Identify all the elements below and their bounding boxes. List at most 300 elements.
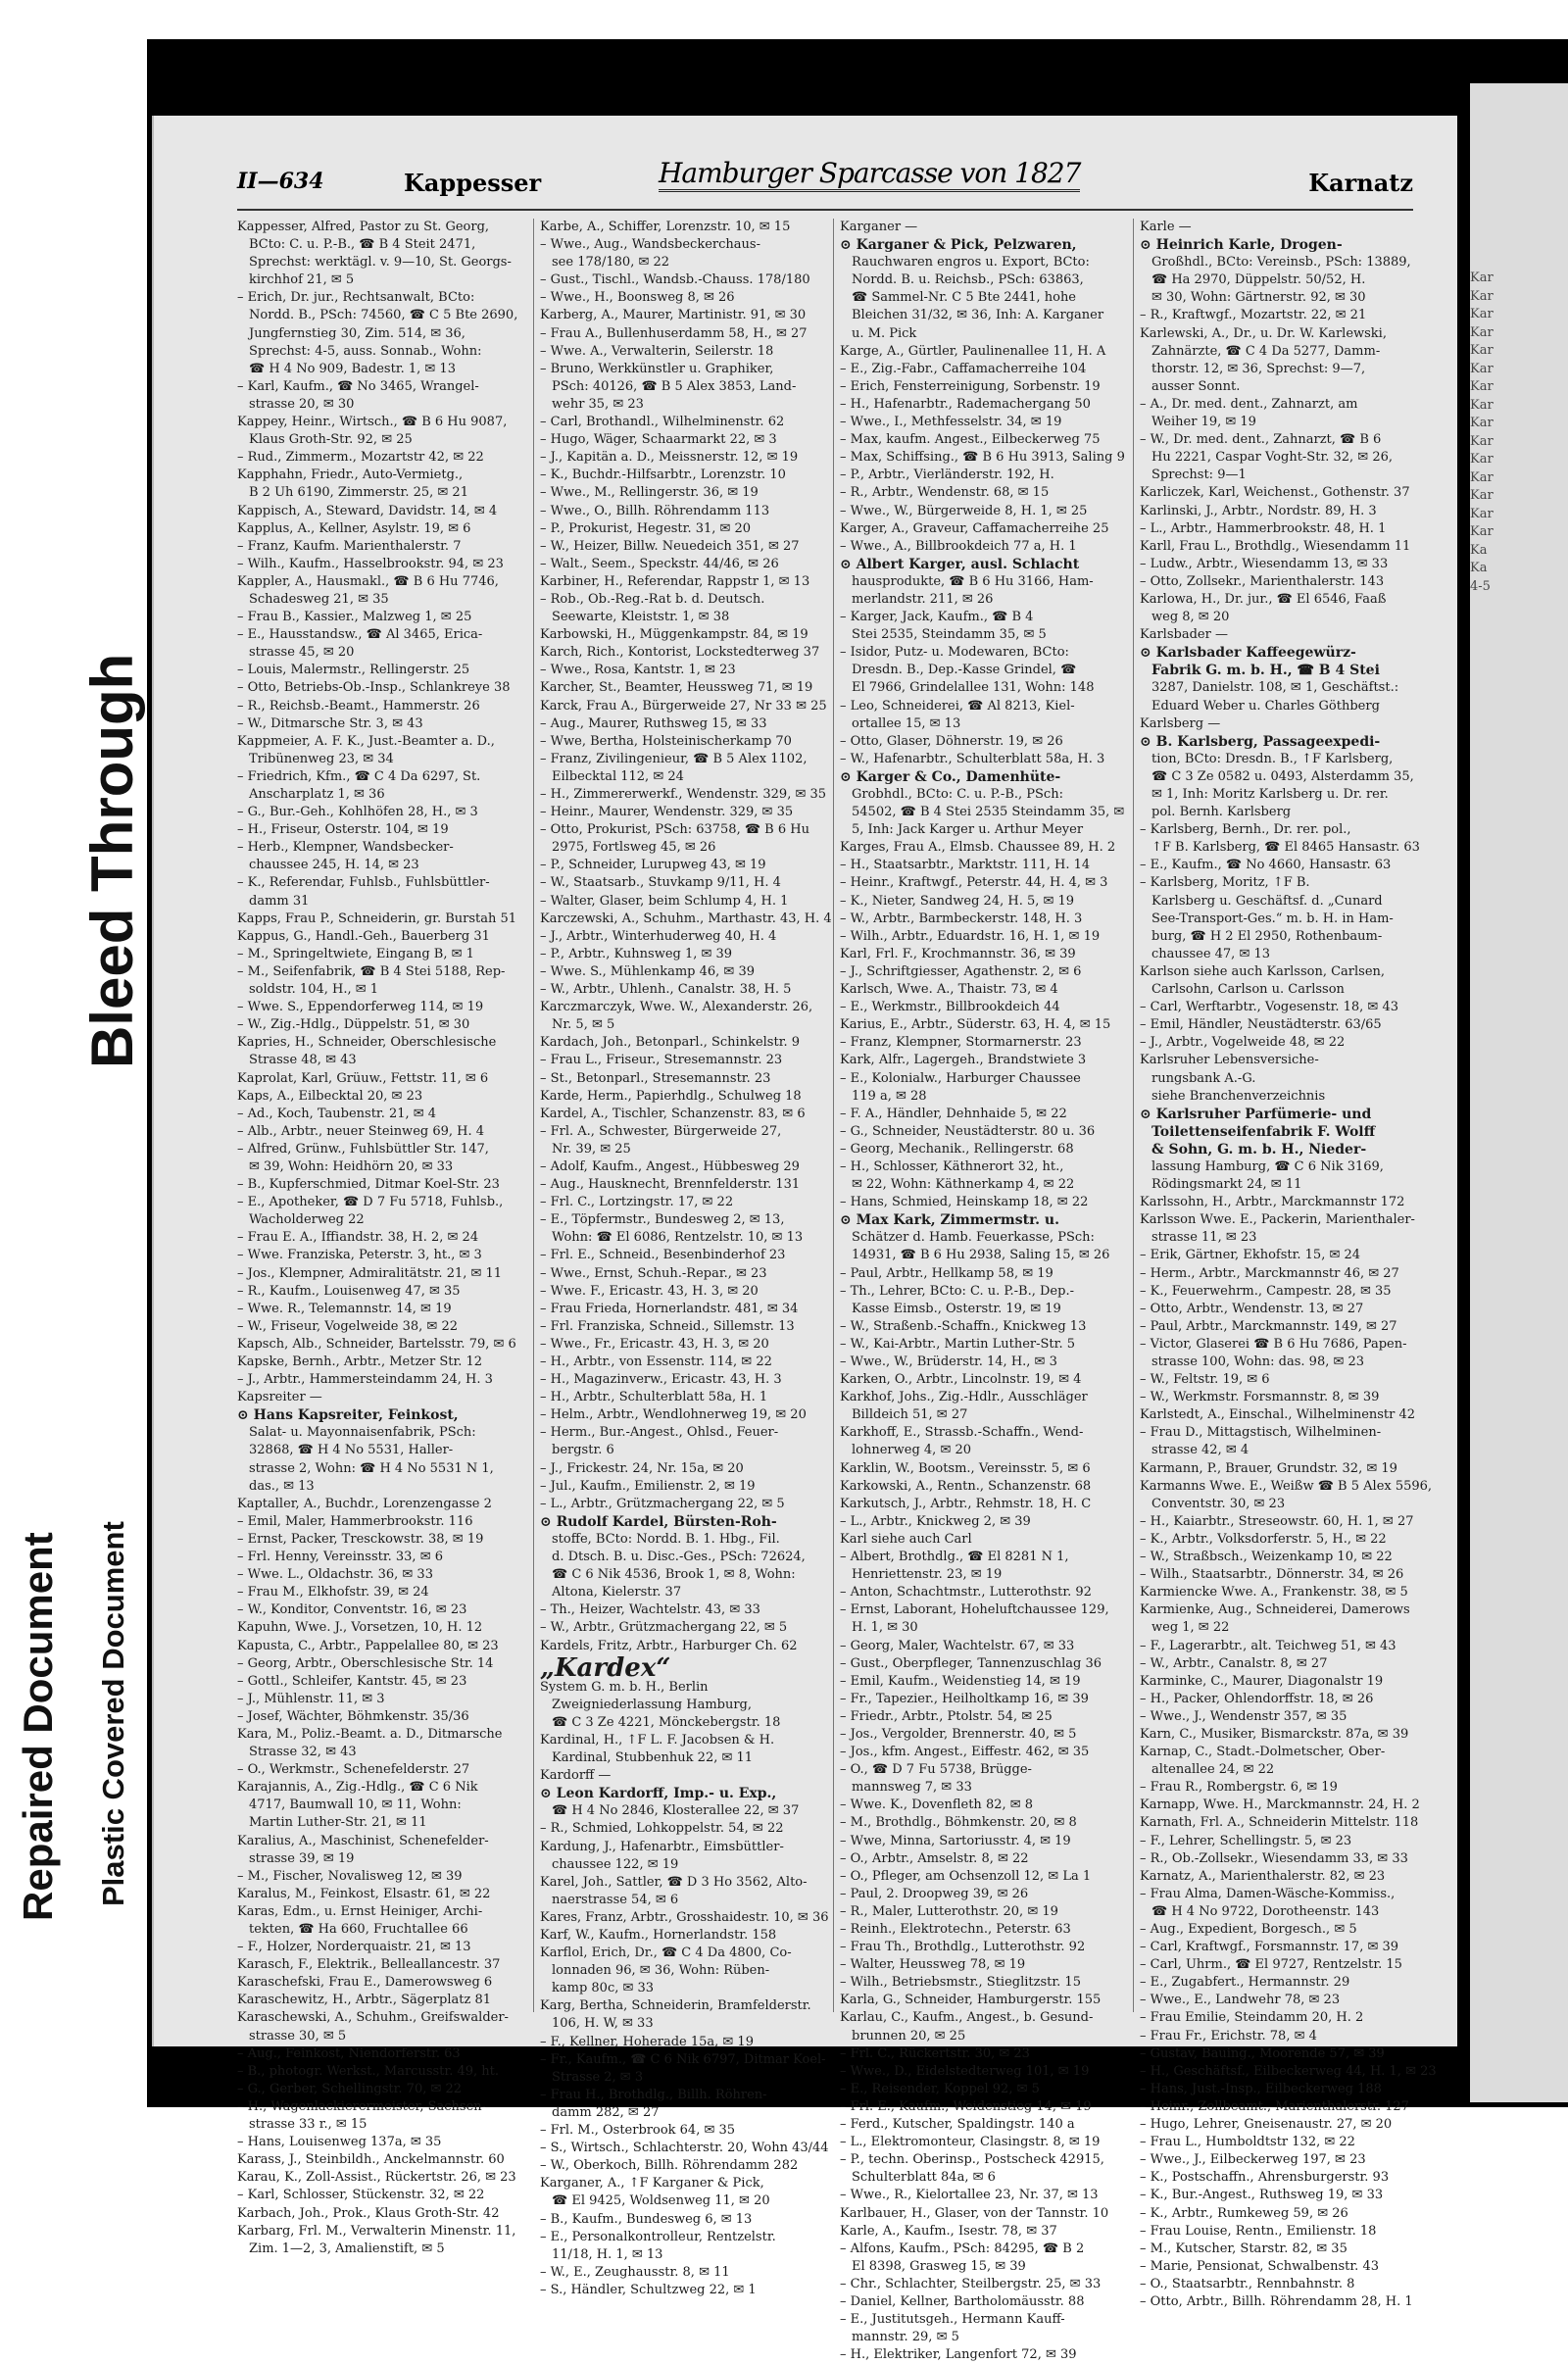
directory-entry: 2975, Fortlsweg 45, ✉ 26 [552, 840, 716, 856]
directory-entry: – St., Betonparl., Stresemannstr. 23 [540, 1070, 771, 1086]
adjacent-line: Kar [1470, 469, 1494, 485]
directory-entry: – Karlsberg, Bernh., Dr. rer. pol., [1140, 822, 1351, 838]
directory-entry: – K., Buchdr.-Hilfsarbtr., Lorenzstr. 10 [540, 468, 786, 483]
directory-entry: – R., Reichsb.-Beamt., Hammerstr. 26 [237, 698, 480, 714]
directory-entry: – Herm., Arbtr., Marckmannstr 46, ✉ 27 [1140, 1265, 1399, 1281]
directory-entry: Kappmeier, A. F. K., Just.-Beamter a. D., [237, 733, 495, 749]
directory-entry: Karau, K., Zoll-Assist., Rückertstr. 26, ✉ 23 [237, 2170, 516, 2186]
directory-entry: Karlau, C., Kaufm., Angest., b. Gesund- [840, 2010, 1094, 2026]
directory-entry: – Erich, Dr. jur., Rechtsanwalt, BCto: [237, 290, 475, 306]
directory-entry: Rauchwaren engros u. Export, BCto: [852, 255, 1090, 271]
directory-entry: – B., photogr. Werkst., Marcusstr. 49, ht. [237, 2063, 499, 2079]
directory-entry: Karl siehe auch Carl [840, 1531, 972, 1547]
directory-entry: – H., Zimmererwerkf., Wendenstr. 329, ✉ 35 [540, 787, 827, 802]
directory-entry: strasse 30, ✉ 5 [249, 2028, 347, 2044]
last-keyword: Karnatz [1308, 169, 1413, 197]
directory-entry: Karajannis, A., Zig.-Hdlg., ☎ C 6 Nik [237, 1780, 478, 1796]
directory-entry: Weiher 19, ✉ 19 [1152, 415, 1256, 430]
directory-entry: Karganer, A., ↑F Karganer & Pick, [540, 2176, 764, 2192]
directory-entry: – Isidor, Putz- u. Modewaren, BCto: [840, 645, 1069, 661]
directory-entry: – Gustav, Bauing., Moorende 57, ✉ 39 [1140, 2045, 1385, 2061]
directory-entry: El 7966, Grindelallee 131, Wohn: 148 [852, 680, 1095, 696]
directory-entry: – P., Arbtr., Kuhnsweg 1, ✉ 39 [540, 946, 733, 961]
directory-entry: – M., Seifenfabrik, ☎ B 4 Stei 5188, Rep- [237, 963, 506, 979]
directory-entry: – Wwe., W., Bürgerweide 8, H. 1, ✉ 25 [840, 503, 1088, 518]
directory-entry: – Wwe., Ernst, Schuh.-Repar., ✉ 23 [540, 1265, 767, 1281]
directory-entry: – Albert, Brothdlg., ☎ El 8281 N 1, [840, 1550, 1069, 1565]
directory-entry: Kapuhn, Wwe. J., Vorsetzen, 10, H. 12 [237, 1620, 483, 1636]
directory-entry: Wacholderweg 22 [249, 1212, 365, 1228]
directory-entry: ausser Sonnt. [1152, 378, 1241, 394]
directory-entry: – G., Bur.-Geh., Kohlhöfen 28, H., ✉ 3 [237, 805, 478, 820]
column-1 [237, 219, 518, 2256]
directory-entry: Stei 2535, Steindamm 35, ✉ 5 [852, 627, 1047, 643]
directory-entry: – Aug., Maurer, Ruthsweg 15, ✉ 33 [540, 715, 767, 731]
directory-entry: – Frau B., Kassier., Malzweg 1, ✉ 25 [237, 610, 472, 625]
directory-entry: – M., Kutscher, Starstr. 82, ✉ 35 [1140, 2241, 1348, 2256]
directory-entry: Zim. 1—2, 3, Amalienstift, ✉ 5 [249, 2241, 445, 2256]
directory-entry: Karaschewitz, H., Arbtr., Sägerplatz 81 [237, 1993, 491, 2008]
directory-entry: – Karl, Schlosser, Stückenstr. 32, ✉ 22 [237, 2188, 485, 2203]
directory-entry: – Wilh., Arbtr., Eduardstr. 16, H. 1, ✉ 19 [840, 928, 1101, 944]
directory-entry: – W., Staatsarb., Stuvkamp 9/11, H. 4 [540, 875, 781, 891]
directory-entry: – Frau Alma, Damen-Wäsche-Kommiss., [1140, 1886, 1396, 1901]
adjacent-line: Kar [1470, 397, 1494, 413]
directory-entry: rungsbank A.-G. [1152, 1070, 1256, 1086]
directory-entry: – Hans, Louisenweg 137a, ✉ 35 [237, 2135, 442, 2150]
directory-entry: – Carl, Kraftwgf., Forsmannstr. 17, ✉ 39 [1140, 1940, 1399, 1955]
directory-entry: brunnen 20, ✉ 25 [852, 2028, 966, 2044]
directory-entry: Schadesweg 21, ✉ 35 [249, 591, 389, 607]
directory-entry: Kapries, H., Schneider, Oberschlesische [237, 1035, 497, 1051]
directory-entry: – Helm., Arbtr., Wendlohnerweg 19, ✉ 20 [540, 1407, 807, 1423]
directory-entry: – Frl. E., Schneid., Besenbinderhof 23 [540, 1248, 786, 1263]
directory-entry: – Hans, Just.-Insp., Eilbeckerweg 188 [1140, 2081, 1382, 2096]
directory-entry: – P., Schneider, Lurupweg 43, ✉ 19 [540, 858, 766, 873]
directory-page [152, 116, 1457, 2363]
directory-entry: – R., Schmied, Lohkoppelstr. 54, ✉ 22 [540, 1821, 784, 1837]
directory-entry: Strasse 32, ✉ 43 [249, 1745, 357, 1760]
directory-entry: – Aug., Expedient, Borgesch., ✉ 5 [1140, 1922, 1357, 1937]
directory-entry: 32868, ☎ H 4 No 5531, Haller- [249, 1443, 454, 1458]
directory-entry: – H., Arbtr., Schulterblatt 58a, H. 1 [540, 1390, 768, 1405]
directory-entry: – W., Arbtr., Canalstr. 8, ✉ 27 [1140, 1655, 1328, 1671]
directory-entry: Karla, G., Schneider, Hamburgerstr. 155 [840, 1993, 1102, 2008]
directory-entry: ⊙ Max Kark, Zimmermstr. u. [840, 1212, 1059, 1229]
directory-entry: H. 1, ✉ 30 [852, 1620, 918, 1636]
directory-entry: – Otto, Zollsekr., Marienthalerstr. 143 [1140, 573, 1385, 589]
directory-entry: – Wilh., Kaufm., Hasselbrookstr. 94, ✉ 23 [237, 556, 504, 571]
directory-entry: Karmanns Wwe. E., Weißw ☎ B 5 Alex 5596, [1140, 1478, 1433, 1494]
directory-entry: – Carl, Brothandl., Wilhelminenstr. 62 [540, 415, 785, 430]
directory-entry: – H., Wagenlackierermeister, Sachsen- [237, 2098, 487, 2114]
directory-entry: strasse 42, ✉ 4 [1152, 1443, 1250, 1458]
directory-entry: Hu 2221, Caspar Voght-Str. 32, ✉ 26, [1152, 450, 1393, 466]
directory-entry: – W., Feltstr. 19, ✉ 6 [1140, 1372, 1270, 1388]
directory-entry: Karnap, C., Stadt.-Dolmetscher, Ober- [1140, 1745, 1386, 1760]
directory-entry: Kappisch, A., Steward, Davidstr. 14, ✉ 4 [237, 503, 498, 518]
directory-entry: Nordd. B., PSch: 74560, ☎ C 5 Bte 2690, [249, 308, 518, 323]
directory-entry: – Wwe., R., Kielortallee 23, Nr. 37, ✉ 13 [840, 2188, 1099, 2203]
directory-entry: ⊙ Hans Kapsreiter, Feinkost, [237, 1407, 459, 1424]
directory-entry: Karklin, W., Bootsm., Vereinsstr. 5, ✉ 6 [840, 1460, 1091, 1476]
adjacent-line: Ka [1470, 561, 1488, 575]
directory-entry: – F., Holzer, Norderquaistr. 21, ✉ 13 [237, 1940, 471, 1955]
directory-entry: lohnerweg 4, ✉ 20 [852, 1443, 972, 1458]
directory-entry: – Erik, Gärtner, Ekhofstr. 15, ✉ 24 [1140, 1248, 1361, 1263]
directory-entry: – Carl, Uhrm., ☎ El 9727, Rentzelstr. 15 [1140, 1957, 1402, 1973]
directory-entry: strasse 33 r., ✉ 15 [249, 2117, 368, 2133]
directory-entry: – E., Apotheker, ☎ D 7 Fu 5718, Fuhlsb., [237, 1195, 504, 1210]
directory-entry: – W., Arbtr., Uhlenh., Canalstr. 38, H. 5 [540, 982, 792, 998]
directory-entry: strasse 11, ✉ 23 [1152, 1230, 1257, 1246]
directory-entry: – Fr., Kaufm., ☎ C 6 Nik 6797, Ditmar Koel- [540, 2051, 826, 2067]
directory-entry: Salat- u. Mayonnaisenfabrik, PSch: [249, 1425, 476, 1441]
directory-entry: – Gottl., Schleifer, Kantstr. 45, ✉ 23 [237, 1673, 467, 1689]
directory-entry: – Karger, Jack, Kaufm., ☎ B 4 [840, 610, 1034, 625]
directory-entry: – Aug., Hausknecht, Brennfelderstr. 131 [540, 1177, 801, 1193]
directory-entry: chaussee 47, ✉ 13 [1152, 946, 1271, 961]
directory-entry: El 8398, Grasweg 15, ✉ 39 [852, 2258, 1026, 2274]
directory-entry: Kardinal, Stubbenhuk 22, ✉ 11 [552, 1750, 754, 1766]
directory-entry: – Frau M., Elkhofstr. 39, ✉ 24 [237, 1585, 429, 1601]
directory-entry: – H., Schlosser, Käthnerort 32, ht., [840, 1158, 1064, 1174]
directory-entry: Eduard Weber u. Charles Göthberg [1152, 698, 1380, 714]
directory-entry: ☎ H 4 No 909, Badestr. 1, ✉ 13 [249, 361, 456, 376]
directory-entry: – E., Werkmstr., Billbrookdeich 44 [840, 1000, 1060, 1015]
directory-entry: – K., Bur.-Angest., Ruthsweg 19, ✉ 33 [1140, 2188, 1384, 2203]
directory-entry: – Ernst, Packer, Tresckowstr. 38, ✉ 19 [237, 1531, 484, 1547]
directory-entry: 5, Inh: Jack Karger u. Arthur Meyer [852, 822, 1084, 838]
column-4 [1133, 219, 1437, 2309]
directory-entry: 11/18, H. 1, ✉ 13 [552, 2246, 663, 2262]
directory-entry: – L., Arbtr., Hammerbrookstr. 48, H. 1 [1140, 520, 1387, 536]
directory-entry: – Hugo, Lehrer, Gneisenaustr. 27, ✉ 20 [1140, 2117, 1393, 2133]
directory-entry: – Hugo, Wäger, Schaarmarkt 22, ✉ 3 [540, 432, 777, 448]
directory-entry: u. M. Pick [852, 325, 917, 341]
directory-entry: – Gust., Oberpfleger, Tannenzuschlag 36 [840, 1655, 1102, 1671]
directory-entry: strasse 39, ✉ 19 [249, 1850, 355, 1866]
directory-entry: – E., Reisender, Koppel 92, ✉ 5 [840, 2081, 1040, 2096]
directory-entry: ☎ Ha 2970, Düppelstr. 50/52, H. [1152, 272, 1366, 288]
directory-entry: – E., Kolonialw., Harburger Chaussee [840, 1070, 1081, 1086]
directory-entry: Rödingsmarkt 24, ✉ 11 [1152, 1177, 1302, 1193]
directory-entry: Nr. 39, ✉ 25 [552, 1141, 631, 1157]
directory-entry: – F. A., Händler, Dehnhaide 5, ✉ 22 [840, 1106, 1067, 1121]
directory-entry: Seewarte, Kleiststr. 1, ✉ 38 [552, 610, 730, 625]
directory-entry: – Karl, Kaufm., ☎ No 3465, Wrangel- [237, 378, 479, 394]
directory-entry: – Walter, Glaser, beim Schlump 4, H. 1 [540, 893, 789, 909]
directory-entry: – Bruno, Werkkünstler u. Graphiker, [540, 361, 774, 376]
directory-entry: – Otto, Arbtr., Billh. Röhrendamm 28, H. 1 [1140, 2293, 1413, 2309]
directory-entry: Karkowski, A., Rentn., Schanzenstr. 68 [840, 1478, 1092, 1494]
directory-entry: – Frau L., Humboldtstr 132, ✉ 22 [1140, 2135, 1355, 2150]
directory-entry: Karbarg, Frl. M., Verwalterin Minenstr. 11, [237, 2223, 516, 2239]
directory-entry: – W., Zig.-Hdlg., Düppelstr. 51, ✉ 30 [237, 1017, 470, 1033]
directory-entry: – J., Frickestr. 24, Nr. 15a, ✉ 20 [540, 1460, 744, 1476]
directory-entry: Karlsch, Wwe. A., Thaistr. 73, ✉ 4 [840, 982, 1058, 998]
directory-entry: Jungfernstieg 30, Zim. 514, ✉ 36, [249, 325, 466, 341]
directory-entry: – Wwe., Fr., Ericastr. 43, H. 3, ✉ 20 [540, 1336, 769, 1352]
directory-entry: – Frau L., Friseur., Stresemannstr. 23 [540, 1053, 783, 1068]
directory-entry: – P., Arbtr., Vierländerstr. 192, H. [840, 468, 1054, 483]
directory-entry: – E., Töpfermstr., Bundesweg 2, ✉ 13, [540, 1212, 785, 1228]
directory-entry: – Hans, Schmied, Heinskamp 18, ✉ 22 [840, 1195, 1089, 1210]
directory-entry: – E., Zugabfert., Hermannstr. 29 [1140, 1975, 1350, 1991]
adjacent-line: Kar [1470, 416, 1494, 430]
directory-entry: lonnaden 96, ✉ 36, Wohn: Rüben- [552, 1963, 770, 1979]
directory-entry: Kapphahn, Friedr., Auto-Vermietg., [237, 468, 464, 483]
directory-entry: Karlinski, J., Arbtr., Nordstr. 89, H. 3 [1140, 503, 1377, 518]
directory-entry: Karganer — [840, 220, 918, 234]
directory-entry: Kappesser, Alfred, Pastor zu St. Georg, [237, 220, 490, 234]
directory-entry: – H., Kaiarbtr., Streseowstr. 60, H. 1, ✉ 27 [1140, 1513, 1414, 1529]
column-2 [533, 219, 832, 2297]
directory-entry: Karas, Edm., u. Ernst Heiniger, Archi- [237, 1903, 483, 1919]
directory-entry: das., ✉ 13 [249, 1478, 315, 1494]
directory-entry: Karlssohn, H., Arbtr., Marckmannstr 172 [1140, 1195, 1405, 1210]
directory-entry: stoffe, BCto: Nordd. B. 1. Hbg., Fil. [552, 1531, 780, 1547]
directory-entry: ☎ H 4 No 9722, Dorotheenstr. 143 [1152, 1903, 1380, 1919]
directory-entry: Kapusta, C., Arbtr., Pappelallee 80, ✉ 23 [237, 1638, 499, 1653]
directory-entry: wehr 35, ✉ 23 [552, 396, 644, 412]
directory-entry: thorstr. 12, ✉ 36, Sprechst: 9—7, [1152, 361, 1366, 376]
directory-entry: – H., Arbtr., von Essenstr. 114, ✉ 22 [540, 1354, 772, 1369]
directory-entry: Sprechst: 9—1 [1152, 468, 1247, 483]
directory-entry: – Anton, Schachtmstr., Lutterothstr. 92 [840, 1585, 1092, 1601]
directory-entry: Henriettenstr. 23, ✉ 19 [852, 1567, 1003, 1583]
directory-entry: Karde, Herm., Papierhdlg., Schulweg 18 [540, 1088, 802, 1104]
adjacent-line: Kar [1470, 506, 1494, 521]
directory-entry: Dresdn. B., Dep.-Kasse Grindel, ☎ [852, 663, 1077, 678]
directory-entry: Anscharplatz 1, ✉ 36 [249, 787, 385, 802]
directory-entry: – W., Arbtr., Grützmachergang 22, ✉ 5 [540, 1620, 788, 1636]
directory-entry: – W., Hafenarbtr., Schulterblatt 58a, H. 3 [840, 751, 1105, 766]
directory-entry: ☎ C 6 Nik 4536, Brook 1, ✉ 8, Wohn: [552, 1567, 796, 1583]
directory-entry: Kaptaller, A., Buchdr., Lorenzengasse 2 [237, 1496, 492, 1511]
directory-entry: Kaps, A., Eilbecktal 20, ✉ 23 [237, 1088, 423, 1104]
directory-entry: pol. Bernh. Karlsberg [1152, 805, 1292, 820]
directory-entry: weg 1, ✉ 22 [1152, 1620, 1230, 1636]
directory-entry: Billdeich 51, ✉ 27 [852, 1407, 968, 1423]
directory-entry: Kardinal, H., ↑F L. F. Jacobsen & H. [540, 1732, 775, 1748]
directory-entry: strasse 2, Wohn: ☎ H 4 No 5531 N 1, [249, 1460, 494, 1476]
directory-entry: Karlewski, A., Dr., u. Dr. W. Karlewski, [1140, 325, 1387, 341]
directory-entry: Karf, W., Kaufm., Hornerlandstr. 158 [540, 1928, 777, 1943]
directory-entry: Fabrik G. m. b. H., ☎ B 4 Stei [1152, 663, 1380, 679]
directory-entry: – L., Arbtr., Grützmachergang 22, ✉ 5 [540, 1496, 785, 1511]
directory-entry: Kappey, Heinr., Wirtsch., ☎ B 6 Hu 9087, [237, 415, 508, 430]
directory-entry: Karmienke, Aug., Schneiderei, Damerows [1140, 1602, 1410, 1618]
directory-entry: – Carl, Werftarbtr., Vogesenstr. 18, ✉ 43 [1140, 1000, 1398, 1015]
directory-entry: mannsweg 7, ✉ 33 [852, 1780, 972, 1796]
adjacent-line: Kar [1470, 324, 1494, 340]
directory-entry: Grobhdl., BCto: C. u. P.-B., PSch: [852, 787, 1063, 802]
directory-entry: – Chr., Schlachter, Steilbergstr. 25, ✉ 33 [840, 2276, 1102, 2291]
directory-entry: – Heinr., Zollbeamt., Marienthalerstr. 127 [1140, 2098, 1409, 2114]
directory-columns [237, 219, 1437, 2363]
directory-entry: Karalus, M., Feinkost, Elsastr. 61, ✉ 22 [237, 1886, 491, 1901]
directory-entry: Karlstedt, A., Einschal., Wilhelminenstr 42 [1140, 1407, 1416, 1423]
directory-entry: ⊙ Leon Kardorff, Imp.- u. Exp., [540, 1786, 777, 1802]
directory-entry: Kardel, A., Tischler, Schanzenstr. 83, ✉ 6 [540, 1106, 806, 1121]
directory-entry: – Fr., Tapezier., Heilholtkamp 16, ✉ 39 [840, 1691, 1089, 1706]
directory-entry: ☎ C 3 Ze 0582 u. 0493, Alsterdamm 35, [1152, 768, 1414, 784]
directory-entry: – Otto, Betriebs-Ob.-Insp., Schlankreye 38 [237, 680, 511, 696]
directory-entry: – H., Hafenarbtr., Rademachergang 50 [840, 396, 1091, 412]
directory-entry: – G., Gerber, Schellingstr. 70, ✉ 22 [237, 2081, 463, 2096]
directory-entry: damm 31 [249, 893, 310, 909]
directory-entry: – Emil, Kaufm., Weidenstieg 14, ✉ 19 [840, 1673, 1081, 1689]
directory-entry: Kappler, A., Hausmakl., ☎ B 6 Hu 7746, [237, 573, 499, 589]
directory-entry: tion, BCto: Dresdn. B., ↑F Karlsberg, [1152, 751, 1394, 766]
plastic-covered-label: Plastic Covered Document [96, 1521, 130, 1906]
directory-entry: Karle, A., Kaufm., Isestr. 78, ✉ 37 [840, 2223, 1057, 2239]
directory-entry: d. Dtsch. B. u. Disc.-Ges., PSch: 72624, [552, 1550, 806, 1565]
directory-entry: – Frl. E., Kaufm., Weidenstieg 14, ✉ 19 [840, 2098, 1092, 2114]
directory-entry: – E., Hausstandsw., ☎ Al 3465, Erica- [237, 627, 483, 643]
directory-entry: – Herm., Bur.-Angest., Ohlsd., Feuer- [540, 1425, 779, 1441]
directory-entry: – Otto, Arbtr., Wendenstr. 13, ✉ 27 [1140, 1301, 1364, 1316]
directory-entry: – Georg, Mechanik., Rellingerstr. 68 [840, 1141, 1074, 1157]
directory-entry: Karberg, A., Maurer, Martinistr. 91, ✉ 30 [540, 308, 807, 323]
directory-entry: 54502, ☎ B 4 Stei 2535 Steindamm 35, ✉ [852, 805, 1125, 820]
directory-entry: damm 282, ✉ 27 [552, 2104, 660, 2120]
adjacent-page-edge [1470, 83, 1568, 2102]
directory-entry: Karel, Joh., Sattler, ☎ D 3 Ho 3562, Alto- [540, 1874, 808, 1890]
directory-entry: – G., Schneider, Neustädterstr. 80 u. 36 [840, 1123, 1096, 1139]
directory-entry: Karaschefski, Frau E., Damerowsweg 6 [237, 1975, 493, 1991]
directory-entry: – Reinh., Elektrotechn., Peterstr. 63 [840, 1922, 1071, 1937]
directory-entry: – Wwe., Rosa, Kantstr. 1, ✉ 23 [540, 663, 736, 678]
directory-entry: chaussee 122, ✉ 19 [552, 1856, 679, 1872]
directory-entry: – Jos., Klempner, Admiralitätstr. 21, ✉ 11 [237, 1265, 503, 1281]
directory-entry: Karmiencke Wwe. A., Frankenstr. 38, ✉ 5 [1140, 1585, 1408, 1601]
directory-entry: Carlsohn, Carlson u. Carlsson [1152, 982, 1345, 998]
directory-entry: – H., Geschäftsf., Eilbeckerweg 44, H. 1, ✉ 23 [1140, 2063, 1437, 2079]
directory-entry: – Leo, Schneiderei, ☎ Al 8213, Kiel- [840, 698, 1075, 714]
directory-entry: – L., Elektromonteur, Clasingstr. 8, ✉ 19 [840, 2135, 1101, 2150]
directory-entry: Großhdl., BCto: Vereinsb., PSch: 13889, [1152, 255, 1411, 271]
directory-entry: – Emil, Händler, Neustädterstr. 63/65 [1140, 1017, 1382, 1033]
directory-entry: – Franz, Kaufm. Marienthalerstr. 7 [237, 538, 462, 554]
directory-entry: – E., Justitutsgeh., Hermann Kauff- [840, 2312, 1065, 2328]
directory-entry: – W., Oberkoch, Billh. Röhrendamm 282 [540, 2158, 799, 2174]
directory-entry: Kardorff — [540, 1768, 612, 1784]
directory-entry: – Wwe. A., Verwalterin, Seilerstr. 18 [540, 343, 774, 359]
directory-entry: – E., Personalkontrolleur, Rentzelstr. [540, 2229, 776, 2244]
directory-entry: – F., Lehrer, Schellingstr. 5, ✉ 23 [1140, 1833, 1352, 1848]
directory-entry: – J., Schriftgiesser, Agathenstr. 2, ✉ 6 [840, 963, 1082, 979]
directory-entry: – Max, Schiffsing., ☎ B 6 Hu 3913, Saling 9 [840, 450, 1125, 466]
directory-entry: – W., Straßbsch., Weizenkamp 10, ✉ 22 [1140, 1550, 1393, 1565]
directory-entry: altenallee 24, ✉ 22 [1152, 1762, 1275, 1778]
directory-entry: Schätzer d. Hamb. Feuerkasse, PSch: [852, 1230, 1095, 1246]
directory-entry: – Wwe., M., Rellingerstr. 36, ✉ 19 [540, 485, 759, 501]
directory-entry: Karn, C., Musiker, Bismarckstr. 87a, ✉ 39 [1140, 1726, 1409, 1742]
directory-entry: – Marie, Pensionat, Schwalbenstr. 43 [1140, 2258, 1379, 2274]
adjacent-line: Kar [1470, 488, 1494, 503]
directory-entry: Nr. 5, ✉ 5 [552, 1017, 615, 1033]
directory-entry: – Otto, Glaser, Döhnerstr. 19, ✉ 26 [840, 733, 1063, 749]
directory-entry: Karll, Frau L., Brothdlg., Wiesendamm 11 [1140, 538, 1411, 554]
directory-entry: – H., Magazinverw., Ericastr. 43, H. 3 [540, 1372, 782, 1388]
directory-entry: Karch, Rich., Kontorist, Lockstedterweg 37 [540, 645, 820, 661]
directory-entry: – J., Arbtr., Vogelweide 48, ✉ 22 [1140, 1035, 1346, 1051]
directory-entry: B 2 Uh 6190, Zimmerstr. 25, ✉ 21 [249, 485, 468, 501]
directory-entry: merlandstr. 211, ✉ 26 [852, 591, 994, 607]
directory-entry: Toilettenseifenfabrik F. Wolff [1152, 1123, 1376, 1140]
directory-entry: siehe Branchenverzeichnis [1152, 1088, 1326, 1104]
directory-entry: BCto: C. u. P.-B., ☎ B 4 Steit 2471, [249, 237, 476, 253]
directory-entry: – R., Kaufm., Louisenweg 47, ✉ 35 [237, 1283, 461, 1299]
directory-entry: – F., Kellner, Hoherade 15a, ✉ 19 [540, 2034, 754, 2049]
directory-entry: Karczmarczyk, Wwe. W., Alexanderstr. 26, [540, 1000, 813, 1015]
directory-entry: PSch: 40126, ☎ B 5 Alex 3853, Land- [552, 378, 797, 394]
directory-entry: – Frau E. A., Iffiandstr. 38, H. 2, ✉ 24 [237, 1230, 479, 1246]
directory-entry: Karle — [1140, 220, 1192, 234]
directory-entry: Karczewski, A., Schuhm., Marthastr. 43, H. 4 [540, 911, 832, 926]
directory-entry: Tribünenweg 23, ✉ 34 [249, 751, 394, 766]
directory-entry: & Sohn, G. m. b. H., Nieder- [1152, 1141, 1367, 1157]
directory-entry: – Wwe. L., Oldachstr. 36, ✉ 33 [237, 1567, 433, 1583]
directory-entry: – A., Dr. med. dent., Zahnarzt, am [1140, 396, 1358, 412]
directory-entry: Karlsson Wwe. E., Packerin, Marienthaler- [1140, 1212, 1415, 1228]
repaired-document-label: Repaired Document [15, 1532, 61, 1921]
directory-entry: – Friedr., Arbtr., Ptolstr. 54, ✉ 25 [840, 1708, 1053, 1724]
directory-entry: ☎ El 9425, Woldsenweg 11, ✉ 20 [552, 2193, 770, 2209]
directory-entry: – H., Friseur, Osterstr. 104, ✉ 19 [237, 822, 449, 838]
directory-entry: Sprechst: 4-5, auss. Sonnab., Wohn: [249, 343, 482, 359]
directory-entry: – Frau H., Brothdlg., Billh. Röhren- [540, 2087, 767, 2102]
directory-entry: – Georg, Maler, Wachtelstr. 67, ✉ 33 [840, 1638, 1075, 1653]
directory-entry: Strasse 2, ✉ 3 [552, 2069, 644, 2085]
directory-entry: ⊙ Karganer & Pick, Pelzwaren, [840, 237, 1077, 254]
directory-entry: – Jul., Kaufm., Emilienstr. 2, ✉ 19 [540, 1478, 756, 1494]
directory-entry: – R., Ob.-Zollsekr., Wiesendamm 33, ✉ 33 [1140, 1850, 1408, 1866]
directory-entry: – J., Mühlenstr. 11, ✉ 3 [237, 1691, 385, 1706]
directory-entry: ✉ 1, Inh: Moritz Karlsberg u. Dr. rer. [1152, 787, 1389, 802]
directory-entry: Kappus, G., Handl.-Geh., Bauerberg 31 [237, 928, 490, 944]
directory-entry: 106, H. W, ✉ 33 [552, 2016, 654, 2032]
directory-entry: – Wwe., A., Billbrookdeich 77 a, H. 1 [840, 538, 1077, 554]
directory-entry: mannstr. 29, ✉ 5 [852, 2330, 959, 2345]
directory-entry: – F., Lagerarbtr., alt. Teichweg 51, ✉ 43 [1140, 1638, 1396, 1653]
page-header [237, 155, 1413, 211]
directory-entry: – B., Kaufm., Bundesweg 6, ✉ 13 [540, 2211, 753, 2227]
directory-entry: – Karlsberg, Moritz, ↑F B. [1140, 875, 1310, 891]
directory-entry: – W., Straßenb.-Schaffn., Knickweg 13 [840, 1318, 1087, 1334]
directory-entry: – E., Kaufm., ☎ No 4660, Hansastr. 63 [1140, 858, 1392, 873]
directory-entry: ⊙ B. Karlsberg, Passageexpedi- [1140, 733, 1381, 750]
directory-entry: ✉ 22, Wohn: Käthnerkamp 4, ✉ 22 [852, 1177, 1075, 1193]
directory-entry: Kardung, J., Hafenarbtr., Eimsbüttler- [540, 1839, 784, 1854]
directory-entry: ✉ 30, Wohn: Gärtnerstr. 92, ✉ 30 [1152, 290, 1366, 306]
directory-entry: – Victor, Glaserei ☎ B 6 Hu 7686, Papen- [1140, 1336, 1407, 1352]
directory-entry: tekten, ☎ Ha 660, Fruchtallee 66 [249, 1922, 468, 1937]
directory-entry: – Wwe. S., Eppendorferweg 114, ✉ 19 [237, 1000, 484, 1015]
directory-entry: bergstr. 6 [552, 1443, 614, 1458]
directory-entry: hausprodukte, ☎ B 6 Hu 3166, Ham- [852, 573, 1094, 589]
directory-entry: – Heinr., Maurer, Wendenstr. 329, ✉ 35 [540, 805, 794, 820]
directory-entry: – E., Zig.-Fabr., Caffamacherreihe 104 [840, 361, 1087, 376]
directory-entry: – Wilh., Betriebsmstr., Stieglitzstr. 15 [840, 1975, 1081, 1991]
directory-entry: – Ernst, Laborant, Hoheluftchaussee 129, [840, 1602, 1109, 1618]
directory-entry: – W., Dr. med. dent., Zahnarzt, ☎ B 6 [1140, 432, 1382, 448]
directory-entry: – P., techn. Oberinsp., Postscheck 42915, [840, 2152, 1104, 2168]
directory-entry: – Louis, Malermstr., Rellingerstr. 25 [237, 663, 470, 678]
directory-entry: Strasse 48, ✉ 43 [249, 1053, 357, 1068]
